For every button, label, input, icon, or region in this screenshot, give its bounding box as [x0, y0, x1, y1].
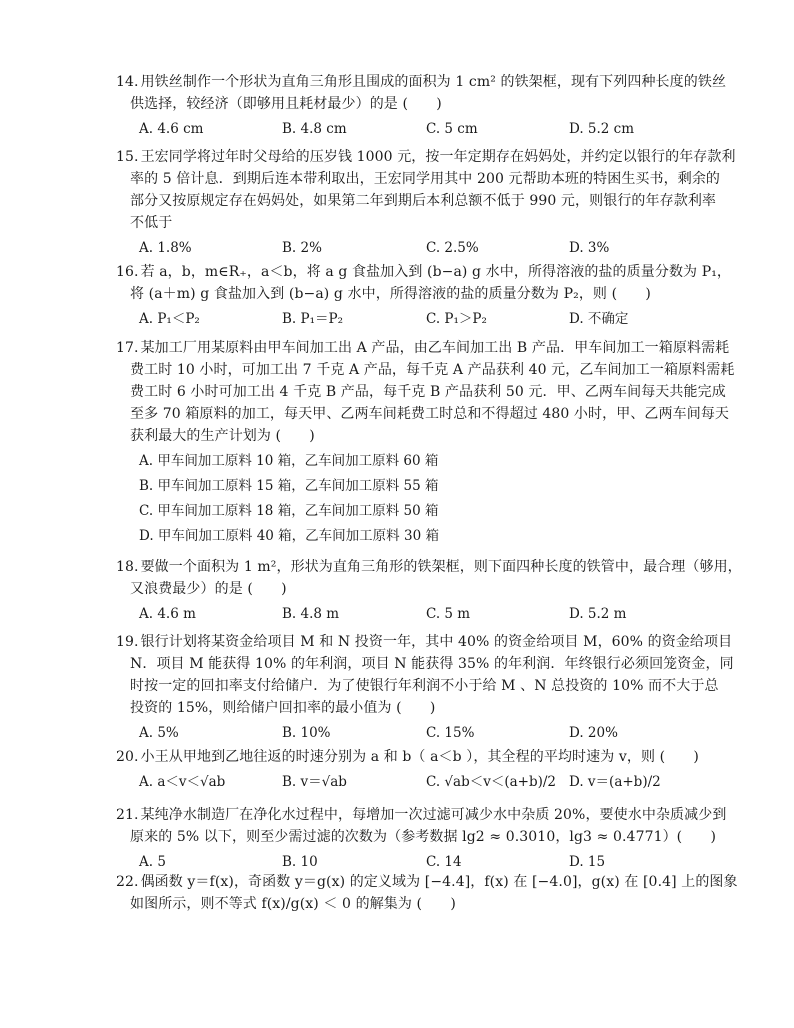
answer-option-d[interactable]: D. 15 — [569, 854, 606, 870]
question-text-line: 费工时 6 小时可加工出 4 千克 B 产品，每千克 B 产品获利 50 元．甲、乙两车间每天共能完成 — [130, 384, 726, 400]
answer-option-a[interactable]: A. P₁＜P₂ — [139, 311, 200, 327]
answer-option-d[interactable]: D. 甲车间加工原料 40 箱，乙车间加工原料 30 箱 — [139, 528, 439, 544]
question-text: 偶函数 y＝f(x)，奇函数 y＝g(x) 的定义域为 [−4.4]，f(x) 在 [−4.0]，g(x) 在 [0.4] 上的图象 — [140, 874, 738, 890]
question-text-line: 至多 70 箱原料的加工，每天甲、乙两车间耗费工时总和不得超过 480 小时，甲、乙两车间每天 — [130, 406, 730, 422]
answer-option-c[interactable]: C. 5 cm — [426, 121, 478, 137]
question-text-line: 不低于 — [130, 215, 173, 231]
answer-option-b[interactable]: B. 4.8 cm — [282, 121, 347, 137]
question-text-line: 投资的 15%，则给储户回扣率的最小值为 ( ) — [130, 700, 436, 716]
answer-option-c[interactable]: C. 甲车间加工原料 18 箱，乙车间加工原料 50 箱 — [139, 503, 439, 519]
question-text: 某加工厂用某原料由甲车间加工出 A 产品，由乙车间加工出 B 产品．甲车间加工一箱原料需耗 — [140, 340, 730, 356]
answer-option-b[interactable]: B. 2% — [282, 240, 322, 256]
answer-option-b[interactable]: B. 4.8 m — [282, 606, 340, 622]
question-number: 17. — [116, 340, 139, 356]
question-text: 银行计划将某资金给项目 M 和 N 投资一年，其中 40% 的资金给项目 M，60% 的资金给项目 — [140, 634, 733, 650]
question-text: 王宏同学将过年时父母给的压岁钱 1000 元，按一年定期存在妈妈处，并约定以银行的年存款利 — [140, 149, 736, 165]
question-text-line: 供选择，较经济（即够用且耗材最少）的是 ( ) — [130, 96, 442, 112]
answer-option-d[interactable]: D. v＝(a+b)/2 — [569, 774, 661, 790]
question-text-line — [116, 872, 738, 892]
question-text-line — [116, 147, 736, 167]
answer-option-a[interactable]: A. a＜v＜√ab — [139, 774, 226, 790]
answer-option-a[interactable]: A. 1.8% — [139, 240, 192, 256]
question-text-line — [116, 72, 726, 92]
question-text-line — [116, 338, 729, 358]
question-text: 用铁丝制作一个形状为直角三角形且围成的面积为 1 cm² 的铁架框，现有下列四种长度的铁丝 — [140, 74, 727, 90]
question-text-line — [116, 557, 742, 577]
answer-option-c[interactable]: C. 14 — [426, 854, 462, 870]
question-text-line: N．项目 M 能获得 10% 的年利润，项目 N 能获得 35% 的年利润．年终银行必须回笼资金，同 — [130, 656, 734, 672]
answer-option-b[interactable]: B. 甲车间加工原料 15 箱，乙车间加工原料 55 箱 — [139, 478, 439, 494]
answer-option-a[interactable]: A. 4.6 m — [139, 606, 196, 622]
question-number: 19. — [116, 634, 139, 650]
question-text-line — [116, 262, 731, 282]
answer-option-b[interactable]: B. P₁＝P₂ — [282, 311, 343, 327]
answer-option-d[interactable]: D. 3% — [569, 240, 610, 256]
question-number: 16. — [116, 264, 139, 280]
answer-option-c[interactable]: C. √ab＜v＜(a+b)/2 — [426, 774, 557, 790]
question-text-line: 时按一定的回扣率支付给储户．为了使银行年利润不小于给 M 、N 总投资的 10% 而不大于总 — [130, 678, 719, 694]
answer-option-a[interactable]: A. 5% — [139, 725, 179, 741]
answer-option-b[interactable]: B. 10 — [282, 854, 318, 870]
answer-option-d[interactable]: D. 20% — [569, 725, 618, 741]
question-text-line: 将 (a＋m) g 食盐加入到 (b−a) g 水中，所得溶液的盐的质量分数为 P₂，则 ( ) — [130, 286, 651, 302]
question-text: 要做一个面积为 1 m²，形状为直角三角形的铁架框，则下面四种长度的铁管中，最合理（够用， — [140, 559, 742, 575]
question-text-line: 获利最大的生产计划为 ( ) — [130, 428, 315, 444]
answer-option-c[interactable]: C. 2.5% — [426, 240, 479, 256]
question-text-line — [116, 632, 732, 652]
question-text-line: 费工时 10 小时，可加工出 7 千克 A 产品，每千克 A 产品获利 40 元，乙车间加工一箱原料需耗 — [130, 362, 735, 378]
answer-option-a[interactable]: A. 4.6 cm — [139, 121, 204, 137]
question-number: 20. — [116, 749, 139, 765]
answer-option-c[interactable]: C. 15% — [426, 725, 475, 741]
question-text: 若 a，b，m∈R₊，a＜b，将 a g 食盐加入到 (b−a) g 水中，所得溶液的盐的质量分数为 P₁， — [140, 264, 732, 280]
answer-option-b[interactable]: B. 10% — [282, 725, 331, 741]
question-number: 22. — [116, 874, 139, 890]
answer-option-a[interactable]: A. 甲车间加工原料 10 箱，乙车间加工原料 60 箱 — [139, 453, 439, 469]
question-text-line: 又浪费最少）的是 ( ) — [130, 581, 287, 597]
question-text: 小王从甲地到乙地往返的时速分别为 a 和 b（ a＜b ），其全程的平均时速为 v，则 ( ) — [140, 749, 699, 765]
question-text-line: 率的 5 倍计息．到期后连本带利取出，王宏同学用其中 200 元帮助本班的特困生买书，剩余的 — [130, 171, 721, 187]
question-text-line — [116, 805, 726, 825]
question-number: 21. — [116, 807, 139, 823]
question-number: 18. — [116, 559, 139, 575]
question-number: 14. — [116, 74, 139, 90]
answer-option-d[interactable]: D. 不确定 — [569, 311, 629, 327]
question-text: 某纯净水制造厂在净化水过程中，每增加一次过滤可减少水中杂质 20%，要使水中杂质减少到 — [140, 807, 727, 823]
question-text-line: 原来的 5% 以下，则至少需过滤的次数为（参考数据 lg2 ≈ 0.3010，lg3 ≈ 0.4771）( ) — [130, 829, 717, 845]
answer-option-c[interactable]: C. P₁＞P₂ — [426, 311, 487, 327]
answer-option-c[interactable]: C. 5 m — [426, 606, 471, 622]
question-text-line — [116, 747, 699, 767]
answer-option-a[interactable]: A. 5 — [139, 854, 166, 870]
answer-option-d[interactable]: D. 5.2 cm — [569, 121, 635, 137]
question-text-line: 如图所示，则不等式 f(x)/g(x) ＜ 0 的解集为 ( ) — [130, 896, 456, 912]
question-number: 15. — [116, 149, 139, 165]
answer-option-b[interactable]: B. v＝√ab — [282, 774, 347, 790]
question-text-line: 部分又按原规定存在妈妈处，如果第二年到期后本利总额不低于 990 元，则银行的年存款利率 — [130, 193, 717, 209]
answer-option-d[interactable]: D. 5.2 m — [569, 606, 627, 622]
